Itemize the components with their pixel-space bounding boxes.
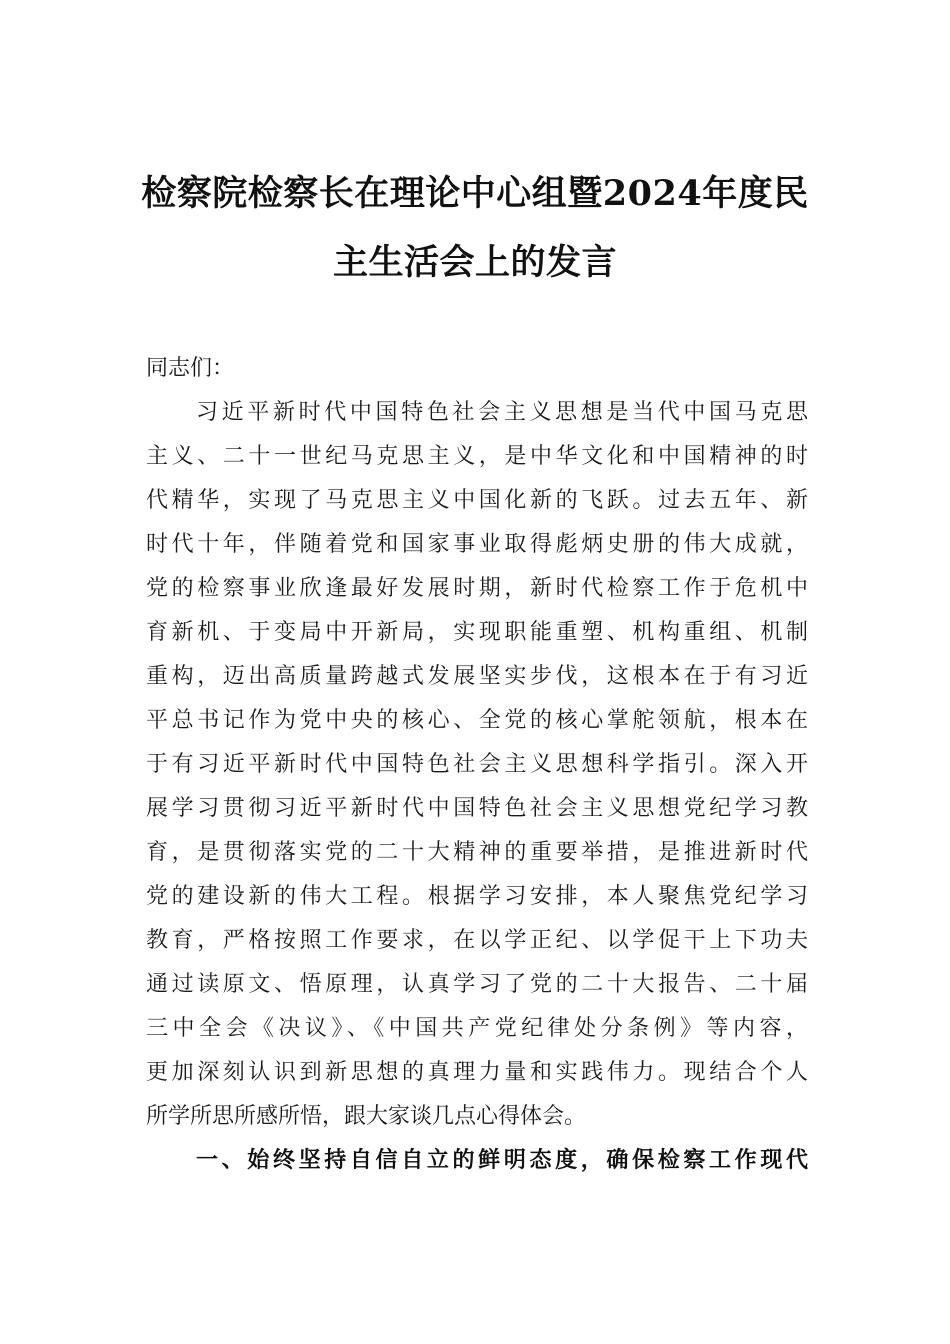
- paragraph-line: 育新机、于变局中开新局，实现职能重塑、机构重组、机制: [146, 620, 808, 645]
- paragraph-line: 代精华，实现了马克思主义中国化新的飞跃。过去五年、新: [146, 488, 808, 513]
- section-heading: 一、始终坚持自信自立的鲜明态度，确保检察工作现代: [196, 1148, 808, 1173]
- paragraph-line: 育，是贯彻落实党的二十大精神的重要举措，是推进新时代: [146, 840, 808, 865]
- salutation: 同志们：: [146, 356, 235, 381]
- paragraph-line: 于有习近平新时代中国特色社会主义思想科学指引。深入开: [146, 752, 808, 777]
- paragraph-line: 时代十年，伴随着党和国家事业取得彪炳史册的伟大成就，: [146, 532, 808, 557]
- document-title-line-2: 主生活会上的发言: [332, 242, 617, 283]
- paragraph-line: 习近平新时代中国特色社会主义思想是当代中国马克思: [196, 400, 808, 425]
- paragraph-line: 展学习贯彻习近平新时代中国特色社会主义思想党纪学习教: [146, 796, 808, 821]
- paragraph-line: 更加深刻认识到新思想的真理力量和实践伟力。现结合个人: [146, 1060, 808, 1085]
- paragraph-line: 主义、二十一世纪马克思主义，是中华文化和中国精神的时: [146, 444, 808, 469]
- paragraph-line: 重构，迈出高质量跨越式发展坚实步伐，这根本在于有习近: [146, 664, 808, 689]
- paragraph-line: 教育，严格按照工作要求，在以学正纪、以学促干上下功夫: [146, 928, 808, 953]
- paragraph-line: 所学所思所感所悟，跟大家谈几点心得体会。: [146, 1104, 587, 1129]
- paragraph-line: 党的建设新的伟大工程。根据学习安排，本人聚焦党纪学习: [146, 884, 808, 909]
- paragraph-line: 党的检察事业欣逢最好发展时期，新时代检察工作于危机中: [146, 576, 808, 601]
- paragraph-line: 通过读原文、悟原理，认真学习了党的二十大报告、二十届: [146, 972, 808, 997]
- paragraph-line: 三中全会《决议》、《中国共产党纪律处分条例》等内容，: [146, 1016, 808, 1041]
- paragraph-line: 平总书记作为党中央的核心、全党的核心掌舵领航，根本在: [146, 708, 808, 733]
- document-title-line-1: 检察院检察长在理论中心组暨2024年度民: [141, 173, 809, 214]
